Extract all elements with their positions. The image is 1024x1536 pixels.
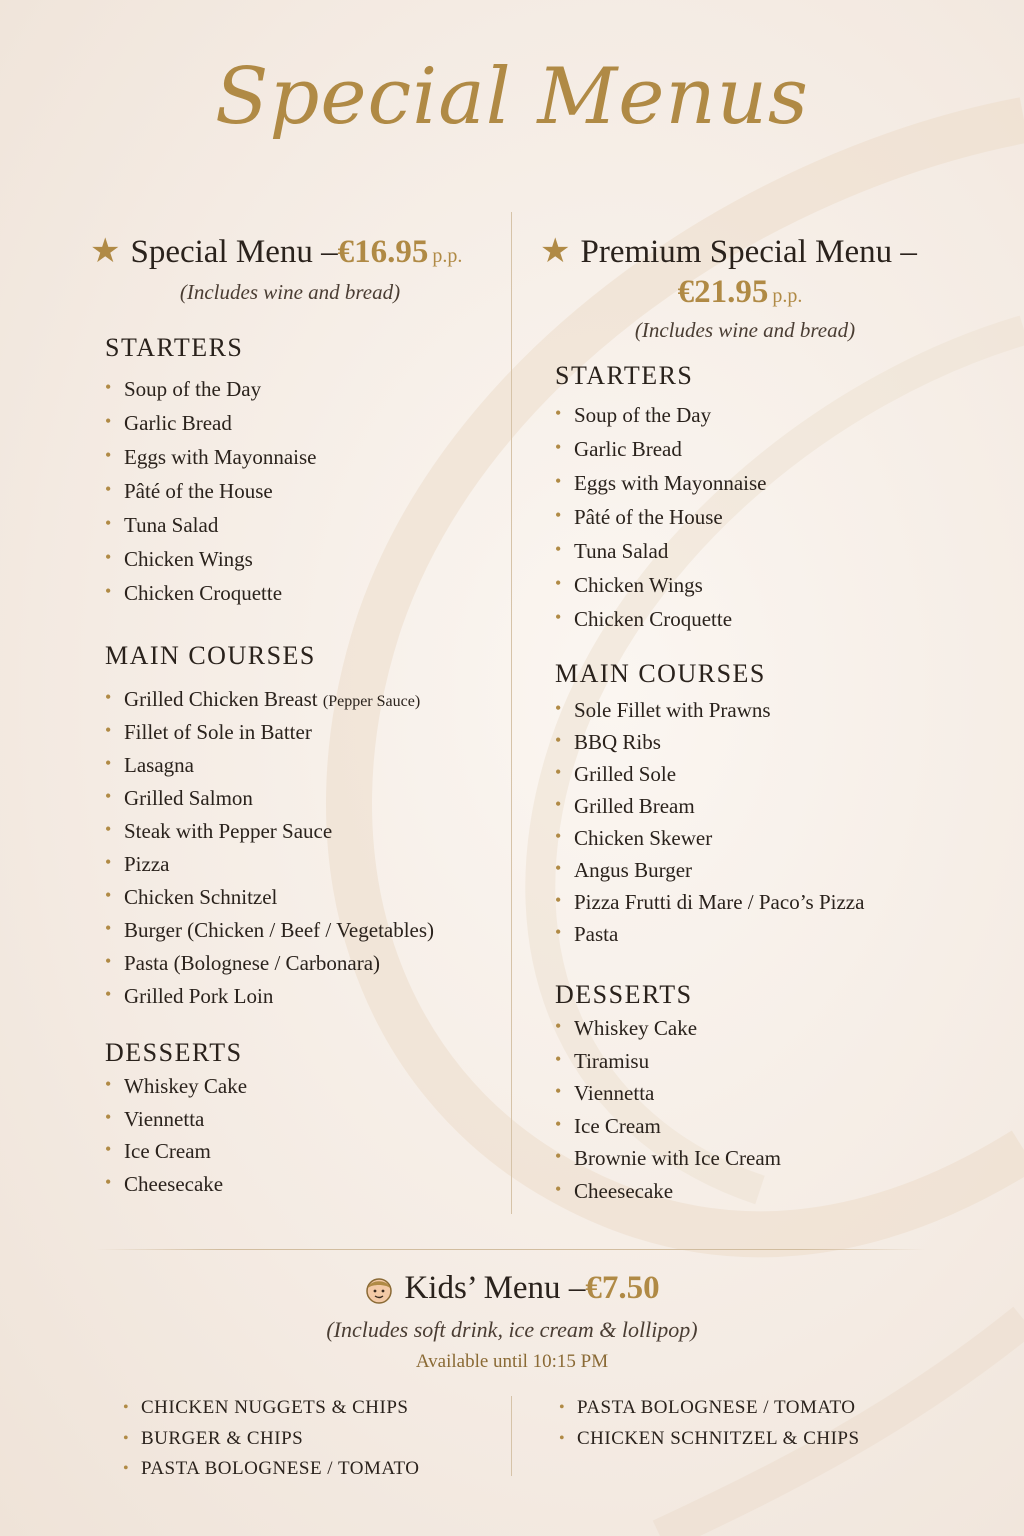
kids-menu-price: €7.50 <box>585 1270 660 1306</box>
heading-dash: – <box>568 1270 586 1306</box>
section-heading-desserts: DESSERTS <box>105 1038 243 1067</box>
list-item: • Chicken Skewer <box>555 826 960 858</box>
heading-dash: – <box>900 234 917 270</box>
list-item: • Whiskey Cake <box>105 1074 500 1107</box>
main-courses-list <box>105 687 500 1017</box>
premium-menu-price: €21.95 <box>677 274 769 310</box>
starters-list <box>105 377 500 615</box>
list-item: • Cheesecake <box>105 1172 500 1205</box>
star-icon: ★ <box>90 233 121 270</box>
premium-menu-name: Premium Special Menu <box>580 234 893 270</box>
list-item: • Chicken Croquette <box>105 581 500 615</box>
list-item: • Tuna Salad <box>555 539 960 573</box>
list-item: • PASTA BOLOGNESE / TOMATO <box>123 1456 419 1487</box>
list-item: • Chicken Croquette <box>555 607 960 641</box>
list-item: • CHICKEN SCHNITZEL & CHIPS <box>559 1426 860 1457</box>
section-heading-desserts: DESSERTS <box>555 980 693 1009</box>
list-item: • Lasagna <box>105 753 500 786</box>
list-item: • BBQ Ribs <box>555 730 960 762</box>
desserts-list <box>105 1074 500 1204</box>
list-item: • Eggs with Mayonnaise <box>105 445 500 479</box>
per-person-label: p.p. <box>772 285 803 307</box>
kid-face-icon <box>364 1275 394 1305</box>
starters-list <box>555 403 960 641</box>
list-item: • BURGER & CHIPS <box>123 1426 419 1457</box>
premium-menu-heading <box>540 232 960 316</box>
list-item: • Pizza <box>105 852 500 885</box>
kids-column-divider <box>511 1396 512 1476</box>
list-item: • Garlic Bread <box>105 411 500 445</box>
kids-menu-availability: Available until 10:15 PM <box>415 1351 609 1372</box>
page-title: Special Menus <box>215 52 809 142</box>
kids-menu-name: Kids’ Menu <box>404 1270 561 1306</box>
list-item: • PASTA BOLOGNESE / TOMATO <box>559 1395 860 1426</box>
list-item: • Grilled Salmon <box>105 786 500 819</box>
list-item: • Viennetta <box>555 1081 960 1114</box>
kids-menu-includes: (Includes soft drink, ice cream & lollipop) <box>326 1317 698 1342</box>
star-icon: ★ <box>540 233 571 270</box>
list-item: • Angus Burger <box>555 858 960 890</box>
list-item: • Brownie with Ice Cream <box>555 1146 960 1179</box>
pepper-sauce-note: (Pepper Sauce) <box>322 693 421 710</box>
list-item: • Chicken Schnitzel <box>105 885 500 918</box>
list-item: • Fillet of Sole in Batter <box>105 720 500 753</box>
special-menu-heading <box>90 232 500 276</box>
list-item: • Burger (Chicken / Beef / Vegetables) <box>105 918 500 951</box>
main-courses-list <box>555 698 960 954</box>
special-menu-includes: (Includes wine and bread) <box>179 280 401 304</box>
list-item: • Whiskey Cake <box>555 1016 960 1049</box>
list-item: • Grilled Chicken Breast (Pepper Sauce) <box>105 687 500 720</box>
section-heading-main-courses: MAIN COURSES <box>105 641 316 670</box>
special-menu-column <box>90 232 500 1204</box>
list-item: • Garlic Bread <box>555 437 960 471</box>
column-divider <box>511 212 512 1214</box>
list-item: • Pâté of the House <box>105 479 500 513</box>
kids-left-list <box>123 1395 419 1487</box>
heading-dash: – <box>321 234 338 270</box>
list-item: • Tiramisu <box>555 1049 960 1082</box>
desserts-list <box>555 1016 960 1211</box>
list-item: • Grilled Bream <box>555 794 960 826</box>
list-item: • Soup of the Day <box>555 403 960 437</box>
list-item: • Grilled Sole <box>555 762 960 794</box>
kids-menu-heading <box>0 1270 1024 1307</box>
list-item: • Pasta (Bolognese / Carbonara) <box>105 951 500 984</box>
per-person-label: p.p. <box>432 245 463 267</box>
premium-menu-includes: (Includes wine and bread) <box>634 318 856 342</box>
special-menu-price: €16.95 <box>337 234 429 270</box>
list-item: • Chicken Wings <box>105 547 500 581</box>
list-item: • Pizza Frutti di Mare / Paco’s Pizza <box>555 890 960 922</box>
list-item: • Chicken Wings <box>555 573 960 607</box>
list-item: • Ice Cream <box>555 1114 960 1147</box>
list-item: • Soup of the Day <box>105 377 500 411</box>
list-item: • Cheesecake <box>555 1179 960 1212</box>
list-item: • Sole Fillet with Prawns <box>555 698 960 730</box>
kids-right-list <box>559 1395 860 1456</box>
list-item: • Eggs with Mayonnaise <box>555 471 960 505</box>
special-menu-name: Special Menu <box>130 234 313 270</box>
list-item: • Pâté of the House <box>555 505 960 539</box>
list-item: • Tuna Salad <box>105 513 500 547</box>
premium-menu-column <box>540 232 960 1211</box>
section-heading-main-courses: MAIN COURSES <box>555 659 766 688</box>
section-heading-starters: STARTERS <box>105 333 244 362</box>
section-divider <box>96 1249 926 1250</box>
list-item: • Steak with Pepper Sauce <box>105 819 500 852</box>
list-item: • Pasta <box>555 922 960 954</box>
list-item: • Viennetta <box>105 1107 500 1140</box>
list-item: • Grilled Pork Loin <box>105 984 500 1017</box>
list-item: • Ice Cream <box>105 1139 500 1172</box>
list-item: • CHICKEN NUGGETS & CHIPS <box>123 1395 419 1426</box>
section-heading-starters: STARTERS <box>555 361 694 390</box>
